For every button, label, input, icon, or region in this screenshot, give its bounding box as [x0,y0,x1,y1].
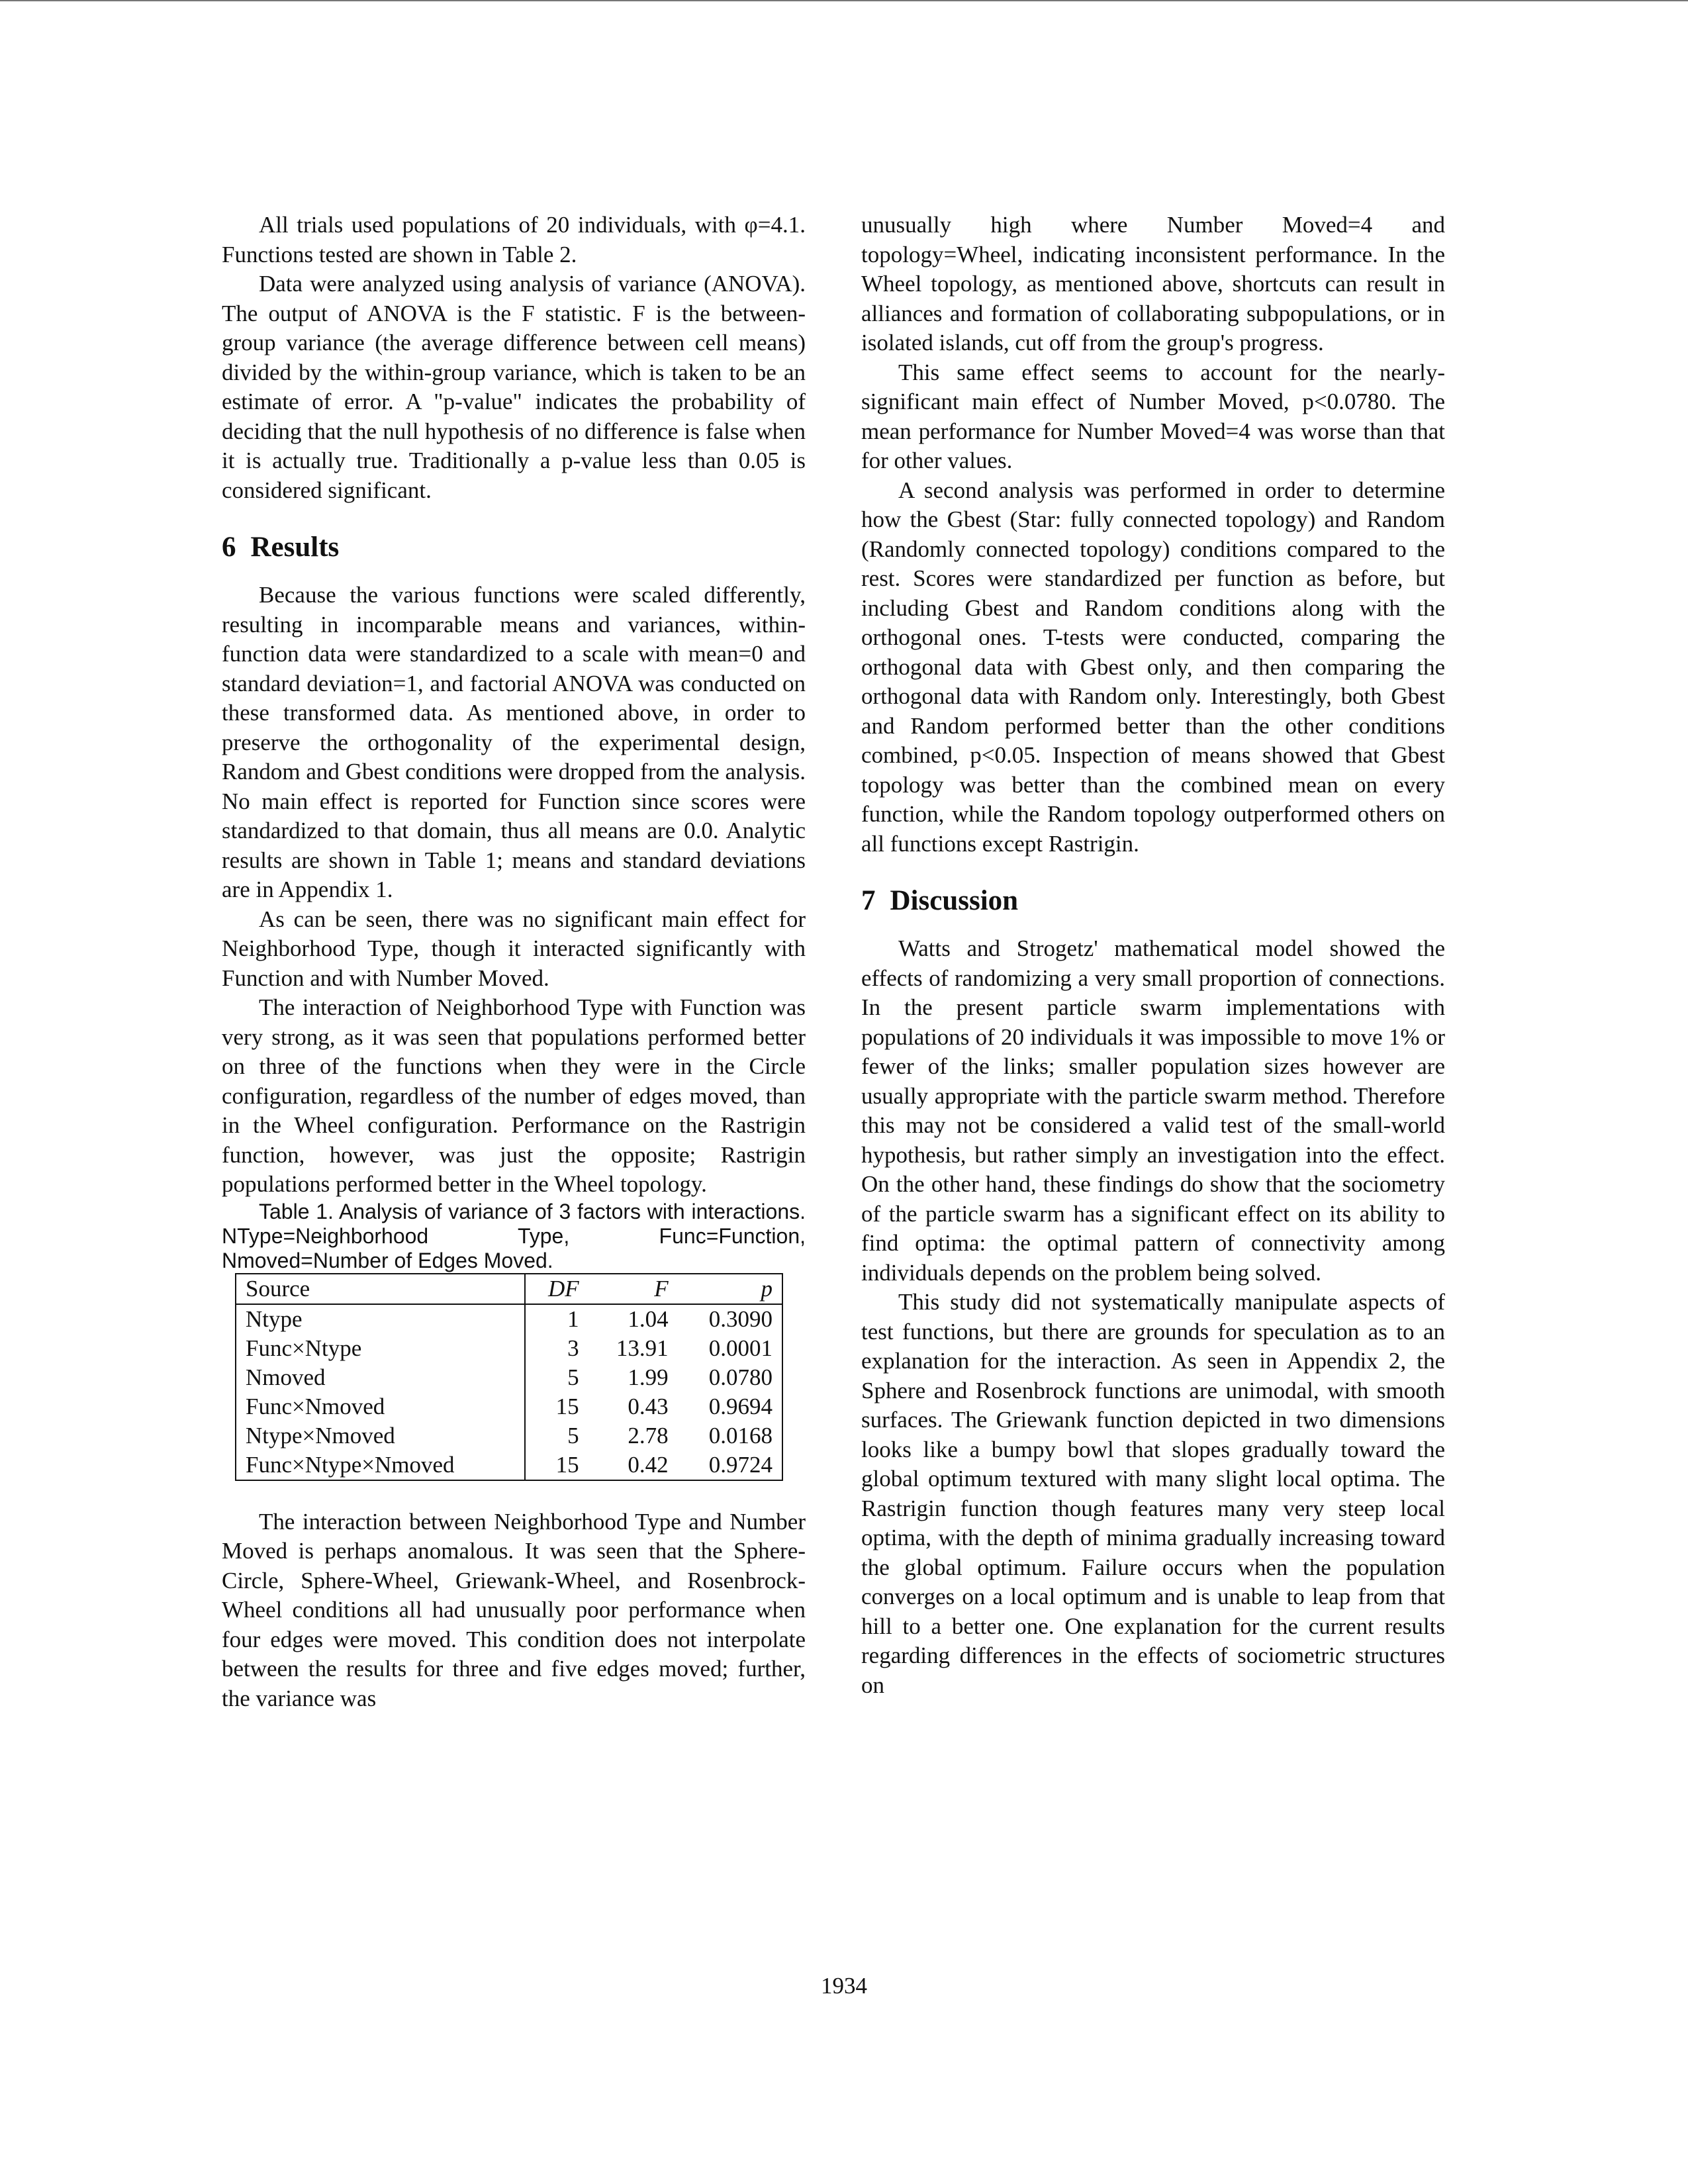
cell-df: 3 [525,1334,588,1363]
cell-f: 0.42 [628,1451,669,1478]
cell-f: 0.43 [628,1393,669,1419]
table-row [236,1450,782,1480]
section-number: 6 [222,532,236,563]
paragraph: As can be seen, there was no significant main effect for Neighborhood Type, though it interacted significantly with Function and with Number Moved. [222,906,806,991]
section-title: Results [250,532,340,563]
page-number: 1934 [821,1973,867,1999]
left-column [222,211,806,1713]
cell-source: Ntype×Nmoved [246,1422,395,1448]
paragraph: unusually high where Number Moved=4 and topology=Wheel, indicating inconsistent performance. In the Wheel topology, as mentioned above, shortcuts can result in alliances and formation of collaborating subpopulations, or in isolated islands, cut off from the group's progress. [861,212,1445,356]
cell-source: Nmoved [246,1364,326,1390]
section-heading-results [222,530,806,565]
paragraph: This study did not systematically manipulate aspects of test functions, but there are grounds for speculation as to an explanation for the interaction. As seen in Appendix 2, the Sphere and Rosenbrock functions are unimodal, with smooth surfaces. The Griewank function depicted in two dimensions looks like a bumpy bowl that slopes gradually toward the global optimum textured with many slight local optima. The Rastrigin function though features many very steep local optima, with the depth of minima gradually increasing toward the global optimum. Failure occurs when the population converges on a local optimum and is unable to leap from that hill to a better one. One explanation for the current results regarding differences in the effects of sociometric structures on [861,1289,1445,1698]
cell-p: 0.9724 [708,1451,773,1478]
paragraph: All trials used populations of 20 individuals, with φ=4.1. Functions tested are shown in Table 2. [222,212,806,267]
cell-f: 2.78 [628,1422,669,1448]
cell-source: Func×Ntype [246,1335,362,1361]
cell-df: 5 [525,1421,588,1450]
table-row [236,1421,782,1450]
cell-p: 0.9694 [708,1393,773,1419]
header-df: DF [525,1274,588,1304]
header-p: p [678,1274,782,1304]
paragraph: Watts and Strogetz' mathematical model showed the effects of randomizing a very small proportion of connections. In the present particle swarm implementations with populations of 20 individuals it was impossible to move 1% or fewer of the links; smaller population sizes however are usually appropriate with the particle swarm method. Therefore this may not be considered a valid test of the small-world hypothesis, but rather simply an investigation into the effect. On the other hand, these findings do show that the sociometry of the particle swarm has a significant effect on its ability to find optima: the optimal pattern of connectivity among individuals depends on the problem being solved. [861,935,1445,1286]
cell-f: 13.91 [616,1335,669,1361]
cell-p: 0.0001 [708,1335,773,1361]
cell-p: 0.0168 [708,1422,773,1448]
cell-f: 1.04 [628,1306,669,1332]
cell-df: 5 [525,1363,588,1392]
table-row [236,1304,782,1334]
paragraph: Data were analyzed using analysis of variance (ANOVA). The output of ANOVA is the F statistic. F is the between-group variance (the average difference between cell means) divided by the within-group variance, which is taken to be an estimate of error. A "p-value" indicates the probability of deciding that the null hypothesis of no difference is false when it is actually true. Traditionally a p-value less than 0.05 is considered significant. [222,271,806,503]
header-source: Source [236,1274,525,1304]
anova-table [235,1273,783,1481]
paragraph: Because the various functions were scaled differently, resulting in incomparable means and variances, within-function data were standardized to a scale with mean=0 and standard deviation=1, and factorial ANOVA was conducted on these transformed data. As mentioned above, in order to preserve the orthogonality of the experimental design, Random and Gbest conditions were dropped from the analysis. No main effect is reported for Function since scores were standardized to that domain, thus all means are 0.0. Analytic results are shown in Table 1; means and standard deviations are in Appendix 1. [222,582,806,902]
header-f: F [588,1274,678,1304]
page-top-border [0,0,1688,1]
table-caption: Table 1. Analysis of variance of 3 factors with interactions. NType=Neighborhood Type, Func=Function, Nmoved=Number of Edges Moved. [222,1199,806,1272]
section-number: 7 [861,885,876,916]
table-row [236,1334,782,1363]
cell-df: 1 [525,1304,588,1334]
paragraph: A second analysis was performed in order to determine how the Gbest (Star: fully connected topology) and Random (Randomly connected topology) conditions compared to the rest. Scores were standardized per function as before, but including Gbest and Random conditions along with the orthogonal ones. T-tests were conducted, comparing the orthogonal data with Gbest only, and then comparing the orthogonal data with Random only. Interestingly, both Gbest and Random performed better than the other conditions combined, p<0.05. Inspection of means showed that Gbest topology was better than the combined mean on every function, while the Random topology outperformed others on all functions except Rastrigin. [861,477,1445,857]
table-row [236,1392,782,1421]
cell-p: 0.3090 [708,1306,773,1332]
cell-df: 15 [525,1392,588,1421]
table-row [236,1363,782,1392]
cell-df: 15 [525,1450,588,1480]
cell-source: Ntype [246,1306,303,1332]
paragraph: The interaction of Neighborhood Type with Function was very strong, as it was seen that populations performed better on three of the functions when they were in the Circle configuration, regardless of the number of edges moved, than in the Wheel configuration. Performance on the Rastrigin function, however, was just the opposite; Rastrigin populations performed better in the Wheel topology. [222,994,806,1197]
cell-source: Func×Nmoved [246,1393,385,1419]
cell-p: 0.0780 [708,1364,773,1390]
paragraph: The interaction between Neighborhood Type and Number Moved is perhaps anomalous. It was seen that the Sphere-Circle, Sphere-Wheel, Griewank-Wheel, and Rosenbrock-Wheel conditions all had unusually poor performance when four edges were moved. This condition does not interpolate between the results for three and five edges moved; further, the variance was [222,1508,806,1711]
cell-source: Func×Ntype×Nmoved [246,1451,455,1478]
right-column [861,211,1445,1700]
section-title: Discussion [890,885,1019,916]
section-heading-discussion [861,884,1445,918]
paragraph: This same effect seems to account for the nearly-significant main effect of Number Moved, p<0.0780. The mean performance for Number Moved=4 was worse than that for other values. [861,359,1445,473]
table-header-row [236,1274,782,1304]
cell-f: 1.99 [628,1364,669,1390]
